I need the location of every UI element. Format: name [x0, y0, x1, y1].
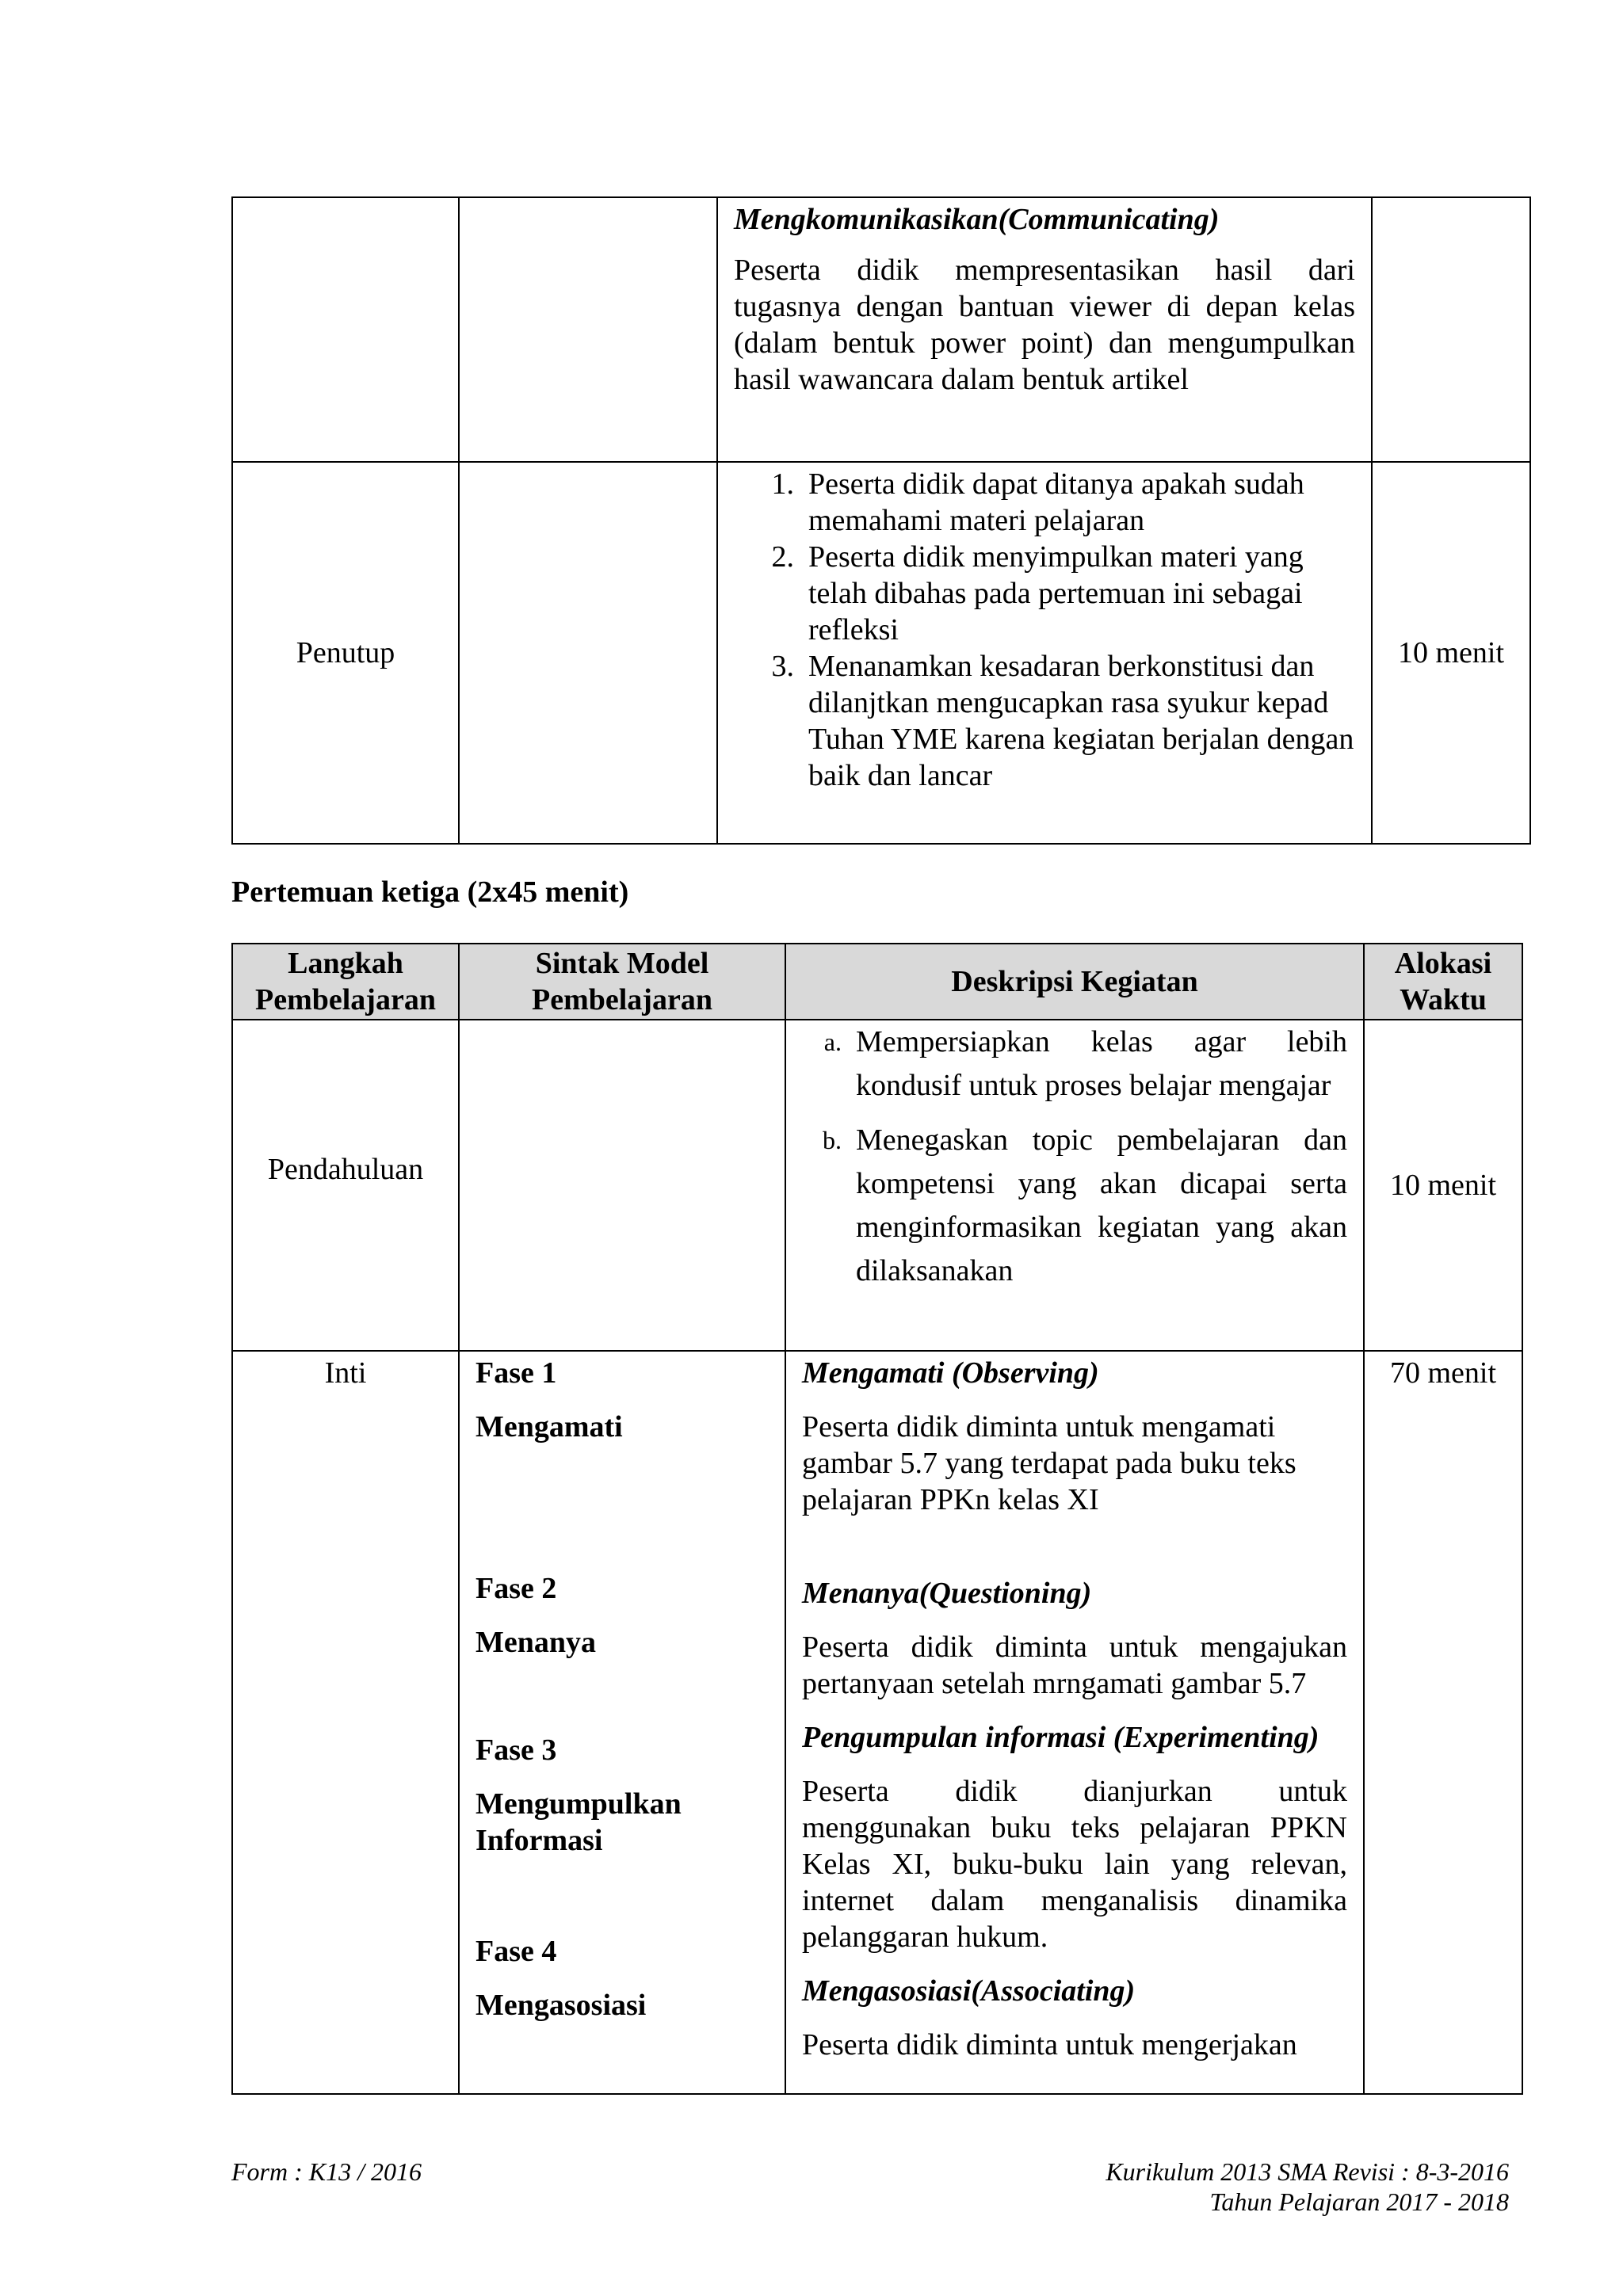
phase-label: Fase 4	[475, 1935, 557, 1968]
activity-text: Peserta didik diminta untuk mengerjakan	[802, 2028, 1297, 2061]
table-row	[232, 1351, 1522, 2094]
list-item: 1. Peserta didik dapat ditanya apakah sudah memahami materi pelajaran	[771, 467, 1304, 537]
phase-label: Fase 3	[475, 1733, 557, 1767]
list-item: 2. Peserta didik menyimpulkan materi yang telah dibahas pada pertemuan ini sebagai refleksi	[771, 540, 1304, 646]
table-header-row	[232, 944, 1522, 1020]
activity-heading: Menanya(Questioning)	[802, 1577, 1092, 1610]
phase-name: Menanya	[475, 1626, 596, 1659]
activity-text: Peserta didik dianjurkan untuk menggunakan buku teks pelajaran PPKN Kelas XI, buku-buku lain yang relevan, internet dalam menganalisis dinamika pelanggaran hukum.	[802, 1775, 1347, 1954]
phase-name: Mengasosiasi	[475, 1989, 647, 2022]
footer-curriculum	[1106, 2157, 1509, 2217]
header-step: Langkah Pembelajaran	[232, 944, 459, 1020]
syntax-cell	[459, 1351, 785, 2094]
time-cell: 70 menit	[1364, 1351, 1522, 2094]
syntax-cell	[459, 1020, 785, 1351]
footer-curriculum-line: Kurikulum 2013 SMA Revisi : 8-3-2016	[1106, 2157, 1509, 2186]
footer-form-code: Form : K13 / 2016	[231, 2157, 422, 2186]
activity-text: Peserta didik diminta untuk mengajukan pertanyaan setelah mrngamati gambar 5.7	[802, 1630, 1347, 1700]
activity-cell	[785, 1020, 1364, 1351]
time-cell: 10 menit	[1364, 1020, 1522, 1351]
closing-list	[734, 466, 1355, 794]
continuation-table	[231, 196, 1531, 845]
activity-heading: Pengumpulan informasi (Experimenting)	[802, 1721, 1319, 1754]
list-item: a. Mempersiapkan kelas agar lebih kondusif untuk proses belajar mengajar	[823, 1025, 1347, 1102]
header-description: Deskripsi Kegiatan	[785, 944, 1364, 1020]
activity-text: Peserta didik mempresentasikan hasil dari tugasnya dengan bantuan viewer di depan kelas (dalam bentuk power point) dan mengumpulkan hasil wawancara dalam bentuk artikel	[734, 254, 1355, 396]
activity-heading: Mengamati (Observing)	[802, 1356, 1099, 1390]
step-cell: Inti	[232, 1351, 459, 2094]
phase-label: Fase 1	[475, 1356, 557, 1390]
step-cell	[232, 197, 459, 462]
meeting-three-table	[231, 943, 1523, 2095]
syntax-cell	[459, 197, 717, 462]
time-cell: 10 menit	[1372, 462, 1530, 844]
footer-year-line: Tahun Pelajaran 2017 - 2018	[1209, 2187, 1509, 2216]
table-row	[232, 197, 1530, 462]
activity-cell	[785, 1351, 1364, 2094]
intro-list	[802, 1020, 1347, 1293]
activity-heading: Mengasosiasi(Associating)	[802, 1974, 1136, 2008]
table-row	[232, 1020, 1522, 1351]
list-item: 3. Menanamkan kesadaran berkonstitusi dan dilanjtkan mengucapkan rasa syukur kepad Tuhan YME karena kegiatan berjalan dengan baik dan lancar	[771, 650, 1354, 792]
section-title: Pertemuan ketiga (2x45 menit)	[231, 875, 629, 909]
activity-heading: Mengkomunikasikan(Communicating)	[734, 203, 1220, 236]
step-cell: Pendahuluan	[232, 1020, 459, 1351]
table-row	[232, 462, 1530, 844]
header-time: Alokasi Waktu	[1364, 944, 1522, 1020]
phase-name: Mengamati	[475, 1410, 623, 1444]
step-cell: Penutup	[232, 462, 459, 844]
activity-text: Peserta didik diminta untuk mengamati gambar 5.7 yang terdapat pada buku teks pelajaran PPKn kelas XI	[802, 1410, 1296, 1516]
phase-name: Mengumpulkan Informasi	[475, 1787, 682, 1857]
activity-cell	[717, 197, 1372, 462]
list-item: b. Menegaskan topic pembelajaran dan kompetensi yang akan dicapai serta menginformasikan kegiatan yang akan dilaksanakan	[823, 1123, 1347, 1287]
header-syntax: Sintak Model Pembelajaran	[459, 944, 785, 1020]
syntax-cell	[459, 462, 717, 844]
time-cell	[1372, 197, 1530, 462]
activity-cell	[717, 462, 1372, 844]
phase-label: Fase 2	[475, 1572, 557, 1605]
